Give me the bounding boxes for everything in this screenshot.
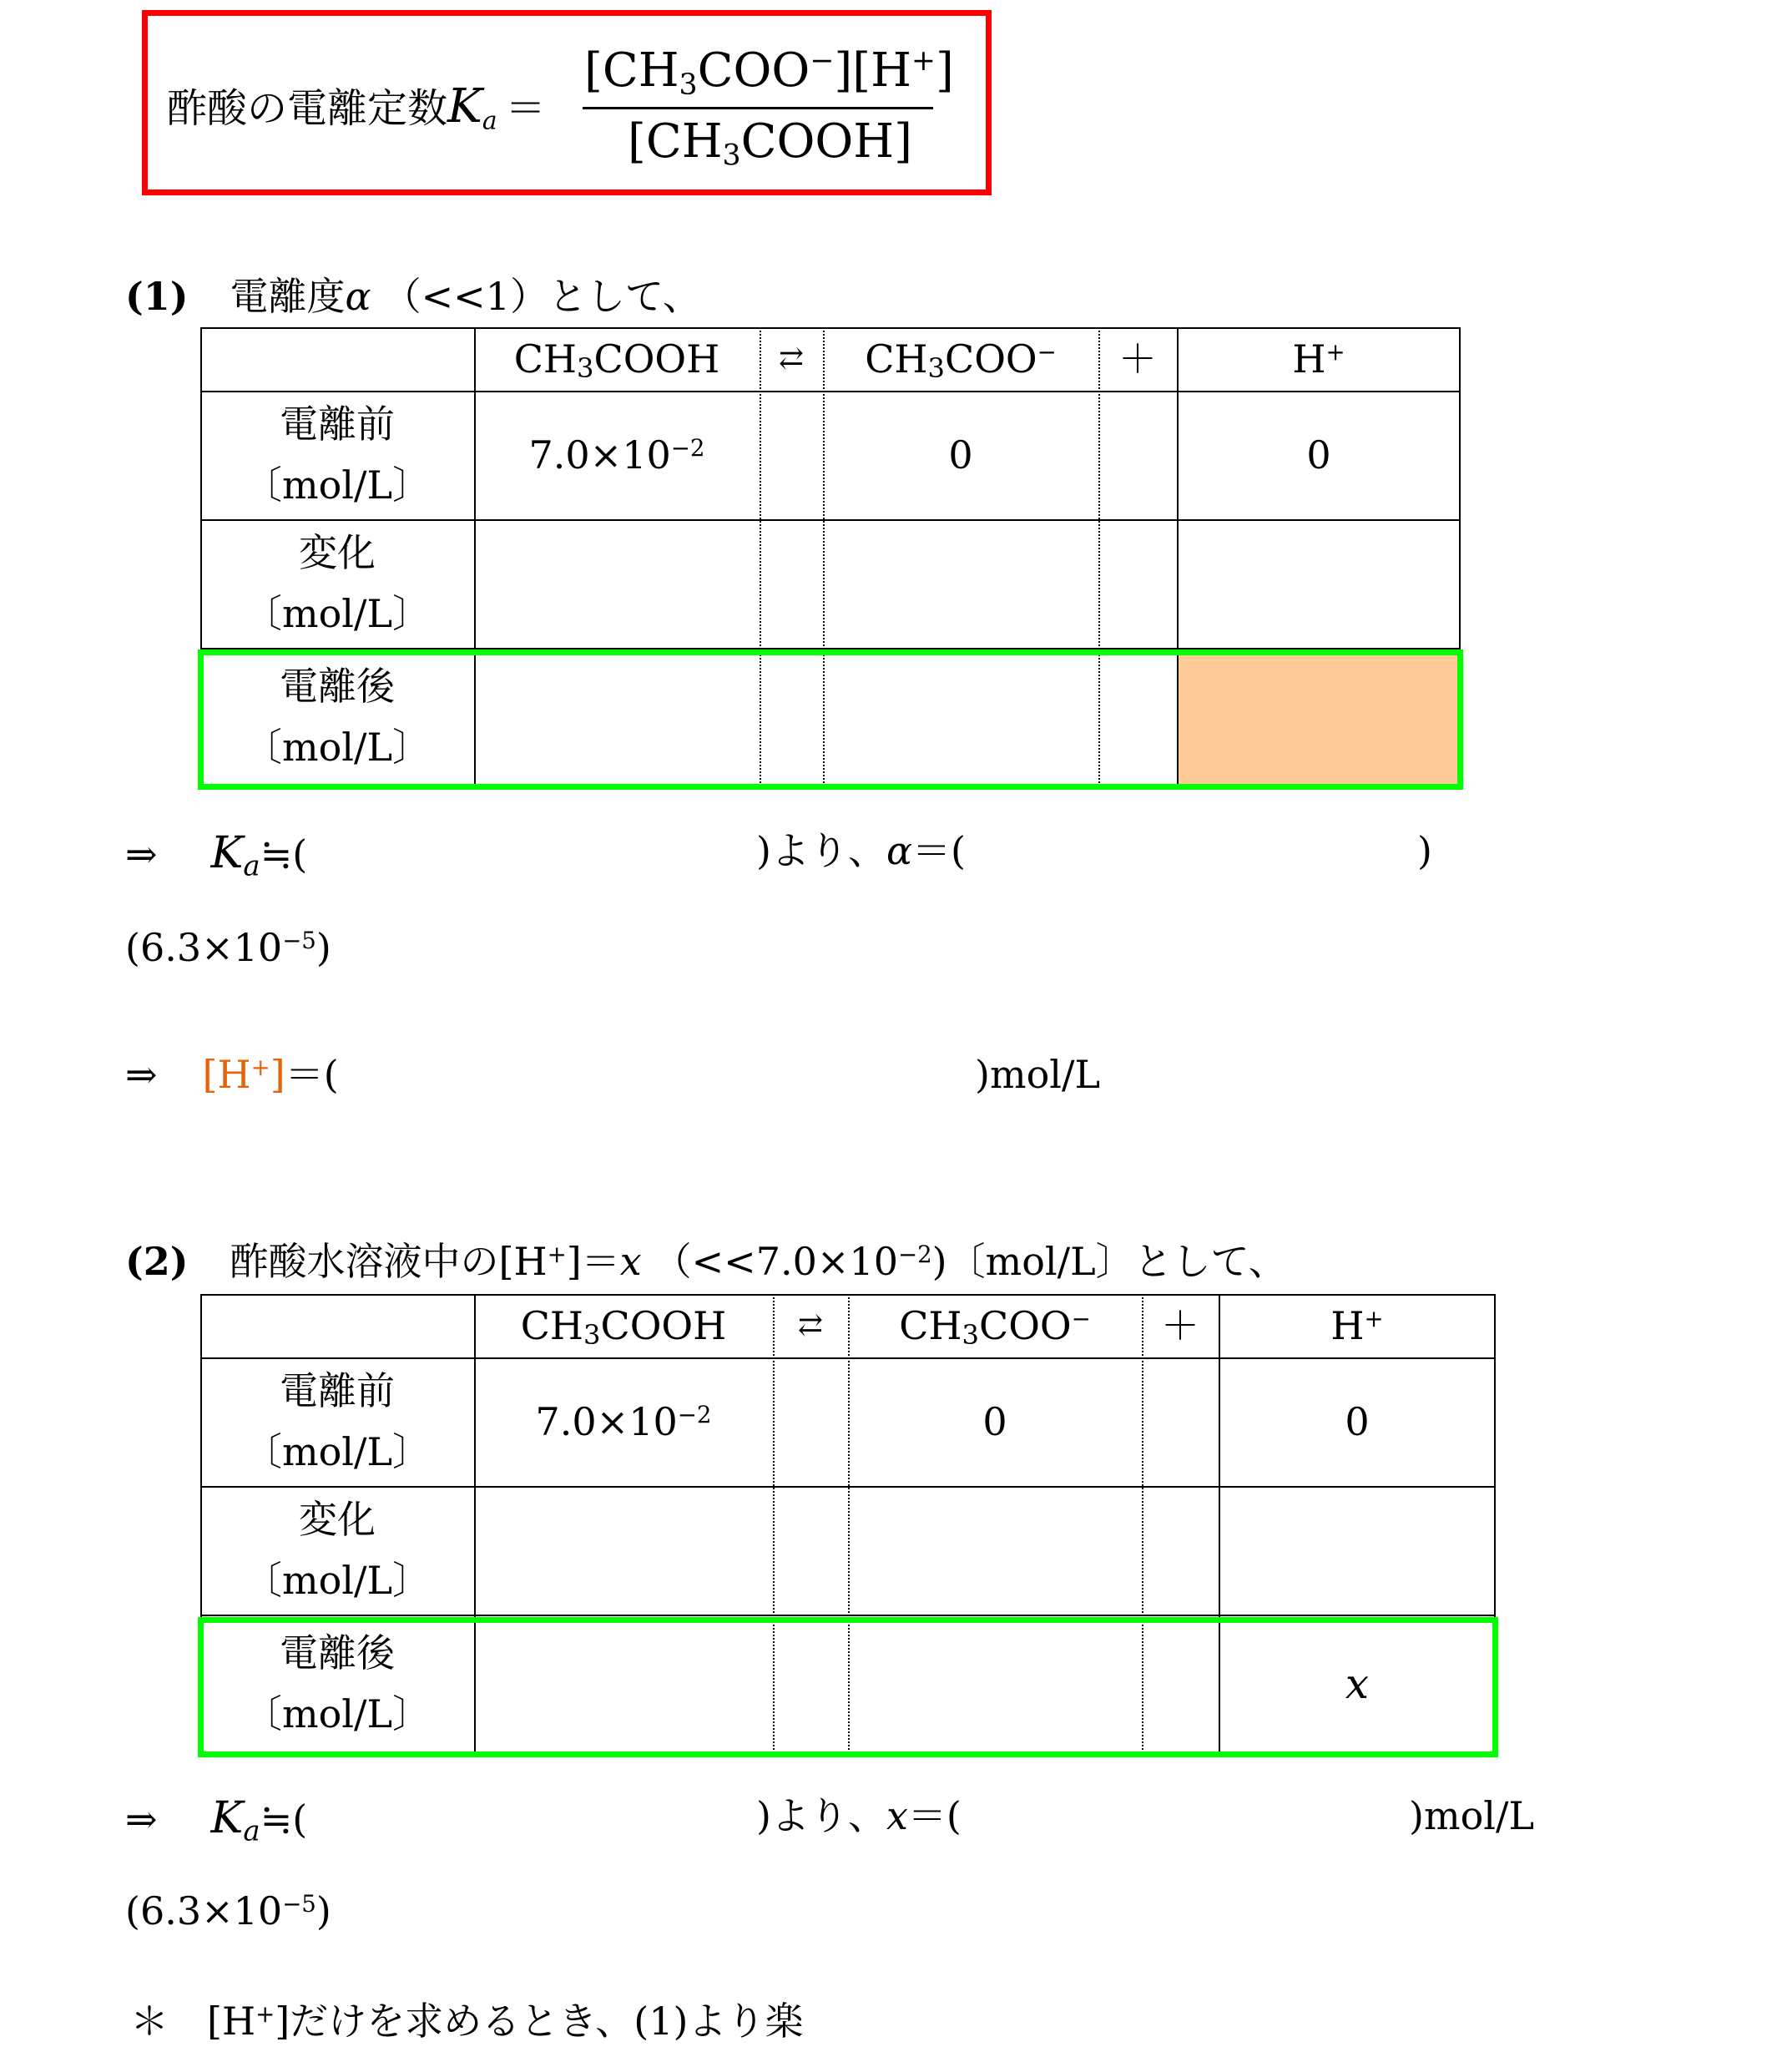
h-acid-b: COOH [593, 336, 720, 382]
h-acid-a: CH [520, 1302, 584, 1348]
table2-row-before [200, 1357, 474, 1486]
q2-heading-sup: + [547, 1240, 567, 1268]
result-end: )mol/L [1409, 1793, 1535, 1838]
ka-approx: ≒( [260, 1797, 308, 1842]
row-unit: 〔mol/L〕 [243, 1691, 432, 1736]
q2-heading-rest-exp: −2 [897, 1240, 932, 1268]
result-mid: )より、 [756, 1793, 886, 1838]
formula-denominator [628, 114, 912, 173]
init-acid-a: 7.0×10 [528, 432, 671, 478]
h-h-sup: + [1325, 337, 1345, 366]
row-unit: 〔mol/L〕 [243, 591, 432, 636]
h-ion-b: COO [979, 1302, 1072, 1348]
q2-result-ka [125, 1793, 308, 1848]
result-x: x [886, 1793, 908, 1838]
table2-header-h [1219, 1294, 1496, 1357]
den-end: COOH] [740, 114, 912, 169]
formula-lhs [167, 79, 546, 136]
formula-numerator [584, 43, 954, 102]
q2-heading-eq: ]＝ [566, 1239, 620, 1284]
equilibrium-arrow-icon: ⇄ [778, 341, 805, 376]
q1-heading [125, 274, 702, 319]
h-ion-a: CH [865, 336, 928, 382]
note-text: ]だけを求めるとき、(1)より楽 [275, 1999, 804, 2044]
q2-ka-value [125, 1888, 331, 1933]
table2-init-acid [474, 1357, 773, 1486]
q1-heading-num: (1) [125, 274, 189, 319]
row-unit: 〔mol/L〕 [243, 462, 432, 508]
init-acid-exp: −2 [677, 1400, 712, 1428]
table1-header-h [1177, 327, 1461, 391]
h-ion-sup: − [1037, 337, 1057, 366]
row-unit: 〔mol/L〕 [243, 1558, 432, 1603]
implies-arrow-icon: ⇒ [125, 831, 158, 877]
h-ion-sub: 3 [927, 351, 946, 384]
result-eq: ＝( [907, 1793, 962, 1838]
ka-k: K [210, 828, 244, 878]
q2-heading [125, 1239, 1287, 1284]
num-sub: 3 [679, 68, 698, 102]
ka-value-end: ) [315, 925, 331, 970]
q2-heading-num: (2) [125, 1239, 189, 1284]
row-unit: 〔mol/L〕 [243, 1429, 432, 1474]
q2-result-mid [756, 1793, 962, 1838]
row-label: 変化 [298, 1497, 376, 1543]
q1-result-ka [125, 828, 308, 883]
h-conc-sup: + [250, 1053, 270, 1081]
result-eq: ＝( [912, 828, 966, 873]
result-alpha: α [886, 828, 913, 873]
den-open: [CH [628, 114, 723, 169]
h-acid-sub: 3 [577, 351, 594, 384]
init-h: 0 [1345, 1398, 1370, 1444]
table1-init-acid [474, 391, 760, 519]
table1-after-row-highlight [198, 649, 1463, 790]
q1-heading-text: 電離度 [230, 274, 346, 319]
table2-header-plus [1142, 1294, 1219, 1357]
init-acid-exp: −2 [670, 433, 705, 462]
table1-row-before [200, 391, 474, 519]
h-ion-sub: 3 [962, 1318, 980, 1351]
q2-heading-x: x [619, 1239, 642, 1284]
implies-arrow-icon: ⇒ [125, 1052, 158, 1097]
num-sup2: + [911, 44, 936, 78]
h-acid-b: COOH [600, 1302, 727, 1348]
h-h: H [1292, 336, 1326, 382]
table1-init-ion [823, 391, 1098, 519]
q2-heading-rest-b: )〔mol/L〕として、 [931, 1239, 1287, 1284]
init-acid-a: 7.0×10 [535, 1398, 678, 1444]
formula-lhs-text: 酢酸の電離定数 [167, 85, 448, 132]
result-mid: )より、 [756, 828, 886, 873]
h-unit: )mol/L [975, 1052, 1101, 1097]
h-acid-a: CH [513, 336, 578, 382]
num-end: ] [936, 43, 954, 99]
formula-eq: ＝ [505, 85, 546, 132]
asterisk-icon: ＊ [130, 1999, 169, 2044]
ka-value-end: ) [315, 1888, 331, 1933]
h-plus: ＋ [1161, 1302, 1199, 1348]
h-conc: [H [202, 1052, 251, 1097]
q2-result-end [1409, 1793, 1535, 1838]
init-ion: 0 [982, 1398, 1007, 1444]
formula-k: K [447, 79, 482, 134]
table1-header-acid [474, 327, 760, 391]
q1-heading-alpha: α [345, 274, 371, 319]
den-sub: 3 [722, 139, 741, 173]
row-label: 電離前 [279, 402, 395, 447]
q2-heading-text: 酢酸水溶液中の[H [230, 1239, 548, 1284]
ka-value-exp: −5 [282, 1889, 316, 1918]
h-ion-a: CH [899, 1302, 962, 1348]
q1-result-mid [756, 828, 966, 873]
h-eq: ＝( [285, 1052, 339, 1097]
q1-heading-rest: （<<1）として、 [382, 274, 702, 319]
implies-arrow-icon: ⇒ [125, 1797, 158, 1842]
note-h-sup: + [255, 1999, 275, 2028]
table2-header-arrow [773, 1294, 848, 1357]
h-h-sup: + [1364, 1304, 1384, 1332]
table2-after-row-highlight [198, 1617, 1498, 1757]
init-ion: 0 [948, 432, 973, 478]
ka-approx: ≒( [260, 831, 308, 877]
row-label: 電離後 [279, 1630, 395, 1676]
table2-row-change [200, 1486, 474, 1615]
row-unit: 〔mol/L〕 [243, 725, 432, 770]
ka-value-a: (6.3×10 [125, 1888, 283, 1933]
h-acid-sub: 3 [583, 1318, 601, 1351]
formula-a: a [482, 106, 497, 136]
equilibrium-arrow-icon: ⇄ [797, 1307, 824, 1342]
table1-header-acetate [823, 327, 1098, 391]
table2-header-acid [474, 1294, 773, 1357]
num-mid: COO [697, 43, 810, 99]
num-sup: − [810, 44, 835, 78]
fraction-bar [583, 107, 933, 109]
ka-a: a [243, 849, 260, 883]
table2-init-ion [848, 1357, 1142, 1486]
ka-value-exp: −5 [282, 926, 316, 954]
note-h: [H [207, 1999, 256, 2044]
ka-k: K [210, 1793, 244, 1843]
after-h-x: x [1345, 1659, 1370, 1708]
q1-result-h [125, 1052, 339, 1097]
table1-header-plus [1098, 327, 1177, 391]
q1-ka-value [125, 925, 331, 970]
ka-value-a: (6.3×10 [125, 925, 283, 970]
h-ion-b: COO [945, 336, 1037, 382]
table1-init-h [1177, 391, 1461, 519]
note-line [130, 1999, 804, 2044]
q1-result-end [1417, 828, 1432, 873]
table1-header-arrow [760, 327, 823, 391]
row-label: 電離前 [279, 1368, 395, 1414]
result-end: ) [1417, 828, 1432, 873]
num-open: [CH [584, 43, 679, 99]
ka-a: a [243, 1814, 260, 1848]
init-h: 0 [1306, 432, 1331, 478]
h-conc-end: ] [270, 1052, 285, 1097]
row-label: 変化 [298, 530, 376, 576]
table1-row-change [200, 519, 474, 648]
q1-result-h-end [975, 1052, 1101, 1097]
h-plus: ＋ [1118, 336, 1157, 382]
table2-header-acetate [848, 1294, 1142, 1357]
q2-heading-rest-a: （<<7.0×10 [653, 1239, 898, 1284]
h-ion-sup: − [1071, 1304, 1091, 1332]
row-label: 電離後 [279, 664, 395, 710]
table2-init-h [1219, 1357, 1496, 1486]
h-h: H [1330, 1302, 1365, 1348]
num-close: ][H [834, 43, 911, 99]
